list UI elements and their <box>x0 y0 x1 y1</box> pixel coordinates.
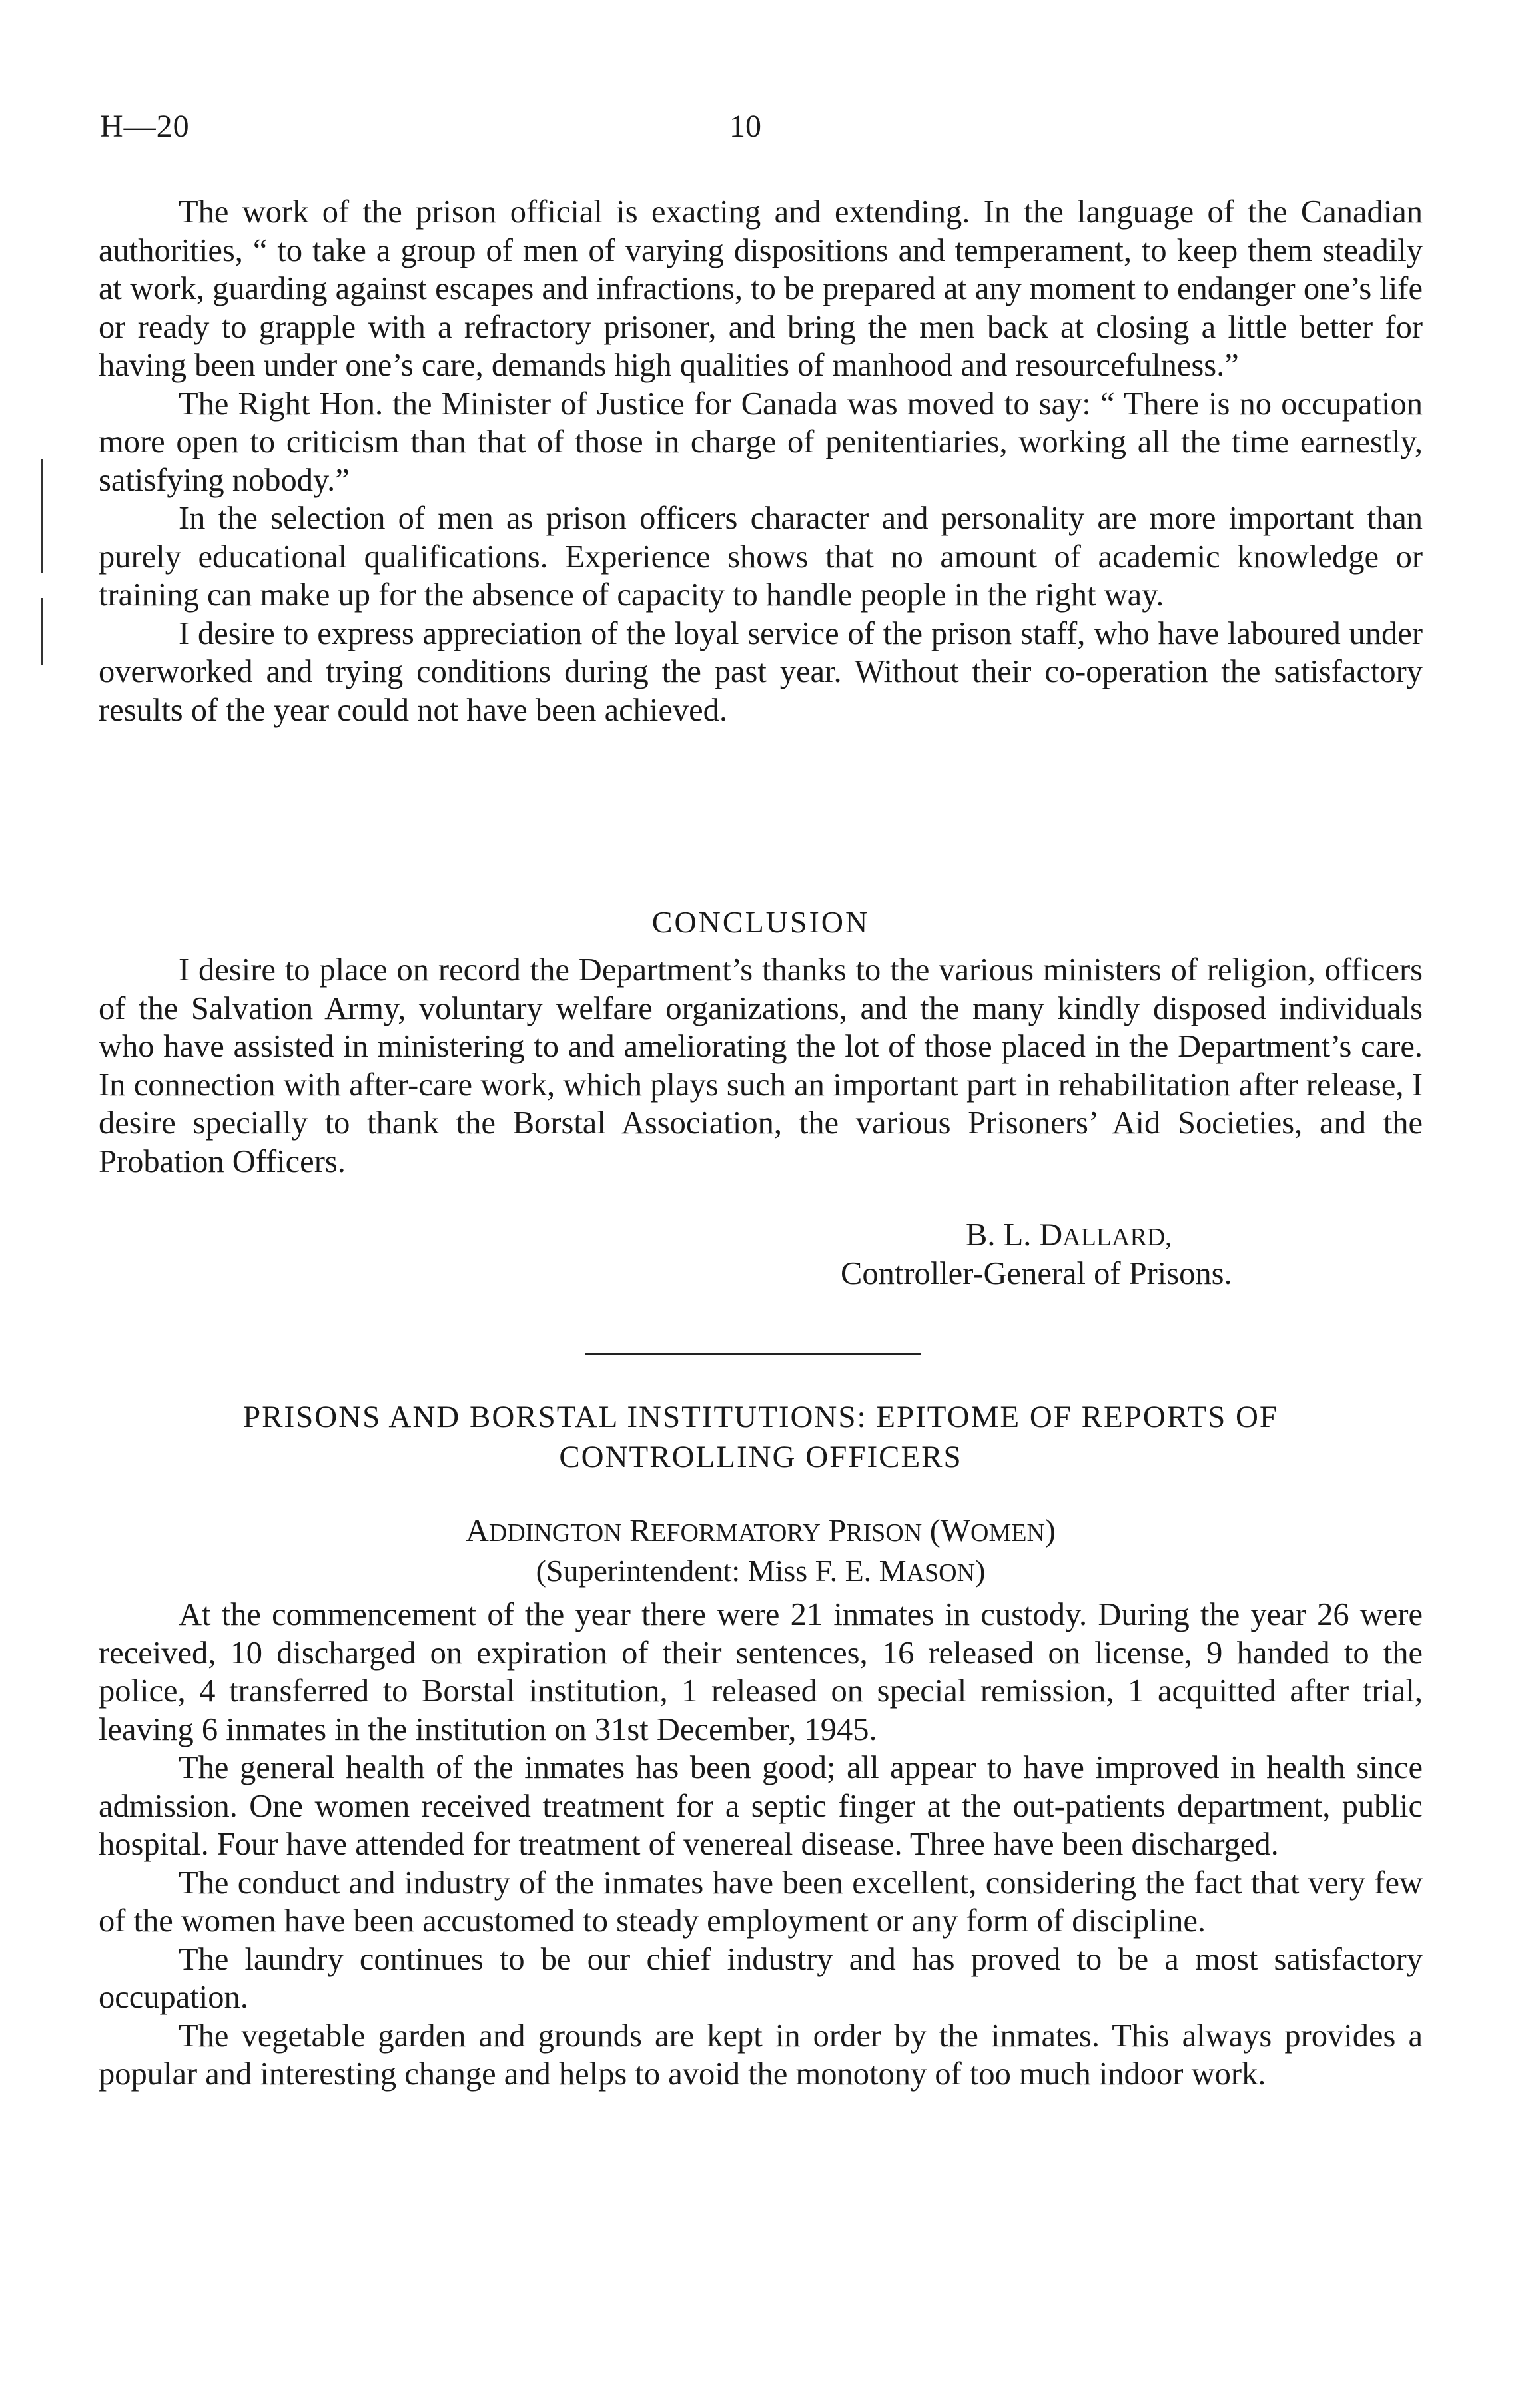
section-staff <box>99 193 1423 729</box>
epitome-heading-line1: PRISONS AND BORSTAL INSTITUTIONS: EPITOME OF REPORTS OF <box>242 1400 1279 1434</box>
section-divider <box>585 1353 921 1355</box>
paragraph: The work of the prison official is exacting and extending. In the language of the Canadian authorities, “ to take a group of men of varying dispositions and temperament, to keep them steadily at work, guarding against escapes and infractions, to be prepared at any moment to endanger one’s life or ready to grapple with a refractory prisoner, and bring the men back at closing a little better for having been under one’s care, demands high qualities of manhood and resourcefulness.” <box>99 194 1423 383</box>
superintendent-close: ) <box>975 1554 986 1588</box>
paragraph: The laundry continues to be our chief industry and has proved to be a most satisfactory occupation. <box>99 1941 1423 2015</box>
signature-name <box>966 1216 1172 1257</box>
paragraph: The vegetable garden and grounds are kept in order by the inmates. This always provides a popular and interesting change and helps to avoid the monotony of too much indoor work. <box>99 2018 1423 2092</box>
page-number: 10 <box>729 109 761 144</box>
epitome-heading-line2: CONTROLLING OFFICERS <box>559 1440 962 1474</box>
paragraph: The conduct and industry of the inmates have been excellent, considering the fact that very few of the women have been accustomed to steady employment or any form of discipline. <box>99 1865 1423 1939</box>
title-small: OMEN <box>970 1519 1045 1547</box>
title-cap: P <box>828 1513 847 1548</box>
epitome-heading <box>99 1397 1423 1477</box>
title-cap: A <box>466 1513 489 1548</box>
conclusion-section <box>99 951 1423 1181</box>
paragraph: In the selection of men as prison officers character and personality are more important than purely educational qualifications. Experience shows that no amount of academic knowledge or training can make up for the absence of capacity to handle people in the right way. <box>99 501 1423 613</box>
title-cap: ) <box>1044 1513 1056 1548</box>
signature-title: Controller-General of Prisons. <box>841 1256 1232 1291</box>
margin-line-mark <box>41 459 43 573</box>
paragraph: The general health of the inmates has been good; all appear to have improved in health since admission. One women received treatment for a septic finger at the out-patients department, public hospital. Four have attended for treatment of venereal disease. Three have been discharged. <box>99 1750 1423 1862</box>
paragraph: I desire to place on record the Department’s thanks to the various ministers of religion, officers of the Salvation Army, voluntary welfare organizations, and the many kindly disposed individuals who have assisted in ministering to and ameliorating the lot of those placed in the Department’s care. In connection with after-care work, which plays such an important part in rehabilitation after release, I desire specially to thank the Borstal Association, the various Prisoners’ Aid Societies, and the Probation Officers. <box>99 952 1423 1179</box>
document-reference: H—20 <box>100 109 190 144</box>
title-small: EFORMATORY <box>651 1519 821 1547</box>
signature-initials: B. L. <box>966 1217 1032 1253</box>
superintendent-surname: ASON <box>906 1559 976 1587</box>
paragraph: The Right Hon. the Minister of Justice for Canada was moved to say: “ There is no occupation more open to criticism than that of those in charge of penitentiaries, working all the time earnestly, satisfying nobody.” <box>99 386 1423 498</box>
title-small: RISON <box>846 1519 923 1547</box>
signature-surname-initial: D <box>1039 1217 1063 1253</box>
paragraph: At the commencement of the year there were 21 inmates in custody. During the year 26 were received, 10 discharged on expiration of their sentences, 16 released on license, 9 handed to the police, 4 transferred to Borstal institution, 1 released on special remission, 1 acquitted after trial, leaving 6 inmates in the institution on 31st December, 1945. <box>99 1597 1423 1747</box>
title-small: DDINGTON <box>488 1519 622 1547</box>
addington-report <box>99 1596 1423 2094</box>
paragraph: I desire to express appreciation of the loyal service of the prison staff, who have laboured under overworked and trying conditions during the past year. Without their co-operation the satisfactory results of the year could not have been achieved. <box>99 615 1423 728</box>
title-cap: R <box>629 1513 651 1548</box>
title-cap: (W <box>929 1513 970 1548</box>
conclusion-heading: CONCLUSION <box>651 905 870 939</box>
superintendent-prefix: (Superintendent: Miss F. E. M <box>536 1554 907 1588</box>
institution-title <box>99 1512 1423 1552</box>
margin-line-mark <box>41 598 43 665</box>
signature-surname-rest: ALLARD, <box>1062 1223 1172 1251</box>
superintendent-line <box>99 1552 1423 1592</box>
